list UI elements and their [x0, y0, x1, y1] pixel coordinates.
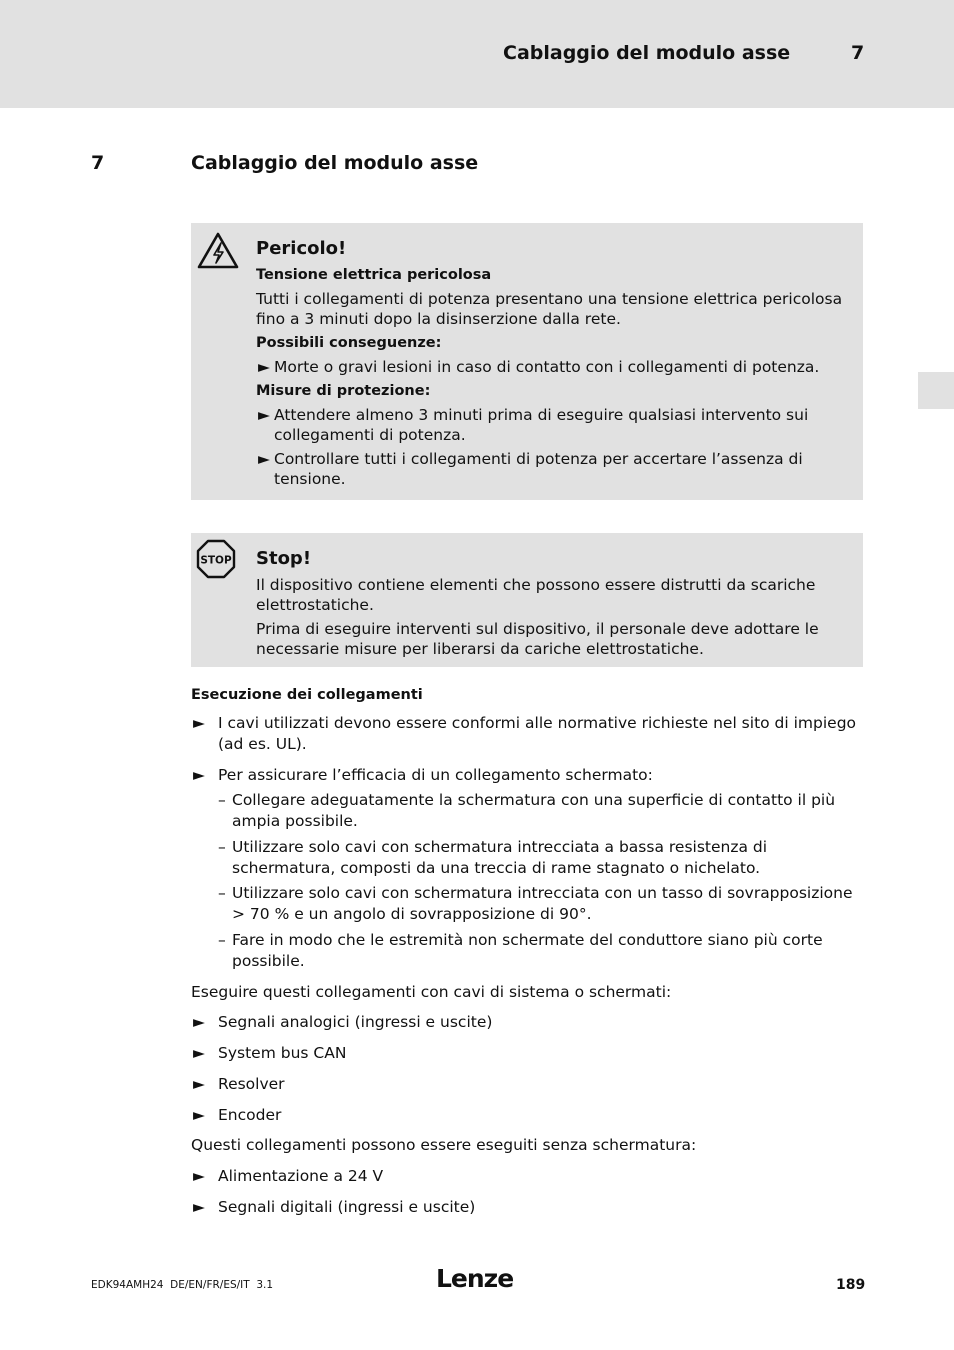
shielded-intro: Eseguire questi collegamenti con cavi di sistema o schermati: [191, 983, 672, 1001]
stop-notice [191, 533, 863, 667]
header-chapter-number: 7 [851, 42, 865, 64]
bullet-arrow-icon: ► [193, 766, 205, 784]
bullet-arrow-icon: ► [193, 1106, 205, 1124]
stop-sign-icon [196, 539, 236, 583]
measure-item: ► Attendere almeno 3 minuti prima di eseguire qualsiasi intervento sui collegamenti di potenza. [258, 406, 809, 444]
danger-notice [191, 223, 863, 500]
danger-title: Pericolo! [256, 238, 347, 259]
bullet-arrow-icon: ► [258, 358, 270, 376]
stop-title: Stop! [256, 548, 312, 569]
unshielded-intro: Questi collegamenti possono essere eseguiti senza schermatura: [191, 1136, 697, 1154]
bullet-arrow-icon: ► [193, 1198, 205, 1216]
consequences-label: Possibili conseguenze: [256, 335, 442, 351]
chapter-thumb-tab [918, 372, 954, 409]
chapter-number: 7 [91, 152, 105, 174]
chapter-title: Cablaggio del modulo asse [191, 152, 479, 174]
page-number: 189 [836, 1277, 866, 1293]
electrical-hazard-warning-icon [196, 231, 240, 275]
page-header [0, 0, 954, 108]
danger-text: Tutti i collegamenti di potenza presentano una tensione elettrica pericolosa fino a 3 minuti dopo la disinserzione dalla rete. [256, 290, 843, 328]
consequence-item: ► Morte o gravi lesioni in caso di contatto con i collegamenti di potenza. [258, 358, 820, 376]
measures-label: Misure di protezione: [256, 383, 431, 399]
bullet-arrow-icon: ► [193, 714, 205, 732]
bullet-arrow-icon: ► [193, 1075, 205, 1093]
stop-paragraph: Prima di eseguire interventi sul dispositivo, il personale deve adottare le necessarie misure per liberarsi da cariche elettrostatiche. [256, 620, 819, 658]
bullet-arrow-icon: ► [193, 1167, 205, 1185]
danger-subtitle: Tensione elettrica pericolosa [256, 267, 492, 283]
bullet-arrow-icon: ► [258, 450, 270, 468]
bullet-arrow-icon: ► [193, 1044, 205, 1062]
lenze-logo: Lenze [436, 1264, 514, 1293]
bullet-arrow-icon: ► [193, 1013, 205, 1031]
section-heading: Esecuzione dei collegamenti [191, 687, 423, 703]
svg-text:STOP: STOP [200, 554, 232, 567]
header-title: Cablaggio del modulo asse [503, 42, 791, 64]
measure-item: ► Controllare tutti i collegamenti di potenza per accertare l’assenza di tensione. [258, 450, 803, 488]
footer-document-id: EDK94AMH24 DE/EN/FR/ES/IT 3.1 [91, 1279, 274, 1291]
stop-paragraph: Il dispositivo contiene elementi che possono essere distrutti da scariche elettrostatiche. [256, 576, 816, 614]
bullet-arrow-icon: ► [258, 406, 270, 424]
